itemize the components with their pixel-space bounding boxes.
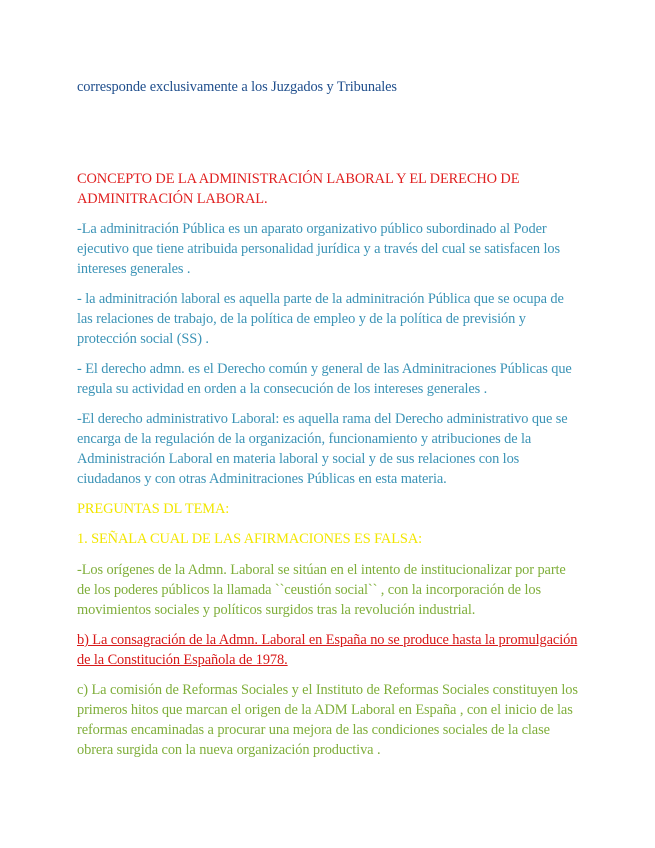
definition-labor-administration: - la adminitración laboral es aquella parte de la adminitración Pública que se ocupa de las relaciones de trabajo, de la política de empleo y de la política de previsión y protección social (SS) .	[77, 291, 564, 347]
option-c: c) La comisión de Reformas Sociales y el Instituto de Reformas Sociales constituyen los primeros hitos que marcan el origen de la ADM Laboral en España , con el inicio de las reformas encaminadas a procurar una mejora de las condiciones sociales de la clase obrera surgida con la nueva organización productiva .	[77, 682, 578, 758]
definition-labor-administrative-law: -El derecho administrativo Laboral: es aquella rama del Derecho administrativo que se encarga de la regulación de la organización, funcionamiento y atribuciones de la Administración Laboral en materia laboral y social y de sus relaciones con los ciudadanos y con otras Adminitraciones Públicas en esta materia.	[77, 411, 568, 487]
question-1: 1. SEÑALA CUAL DE LAS AFIRMACIONES ES FALSA:	[77, 531, 423, 547]
option-a: -Los orígenes de la Admn. Laboral se sitúan en el intento de institucionalizar por parte de los poderes públicos la llamada ``ceustión social`` , con la incorporación de los movimientos sociales y políticos surgidos tras la revolución industrial.	[77, 562, 566, 618]
definition-public-administration: -La adminitración Pública es un aparato organizativo público subordinado al Poder ejecutivo que tiene atribuida personalidad jurídica y a través del cual se satisfacen los intereses generales .	[77, 221, 560, 277]
questions-heading: PREGUNTAS DL TEMA:	[77, 501, 230, 517]
definition-administrative-law: - El derecho admn. es el Derecho común y general de las Adminitraciones Públicas que regula su actividad en orden a la consecución de los intereses generales .	[77, 361, 572, 397]
intro-line: corresponde exclusivamente a los Juzgados y Tribunales	[77, 79, 397, 95]
section-heading: CONCEPTO DE LA ADMINISTRACIÓN LABORAL Y EL DERECHO DE ADMINITRACIÓN LABORAL.	[77, 171, 520, 207]
option-b: b) La consagración de la Admn. Laboral en España no se produce hasta la promulgación de la Constitución Española de 1978.	[77, 632, 578, 668]
